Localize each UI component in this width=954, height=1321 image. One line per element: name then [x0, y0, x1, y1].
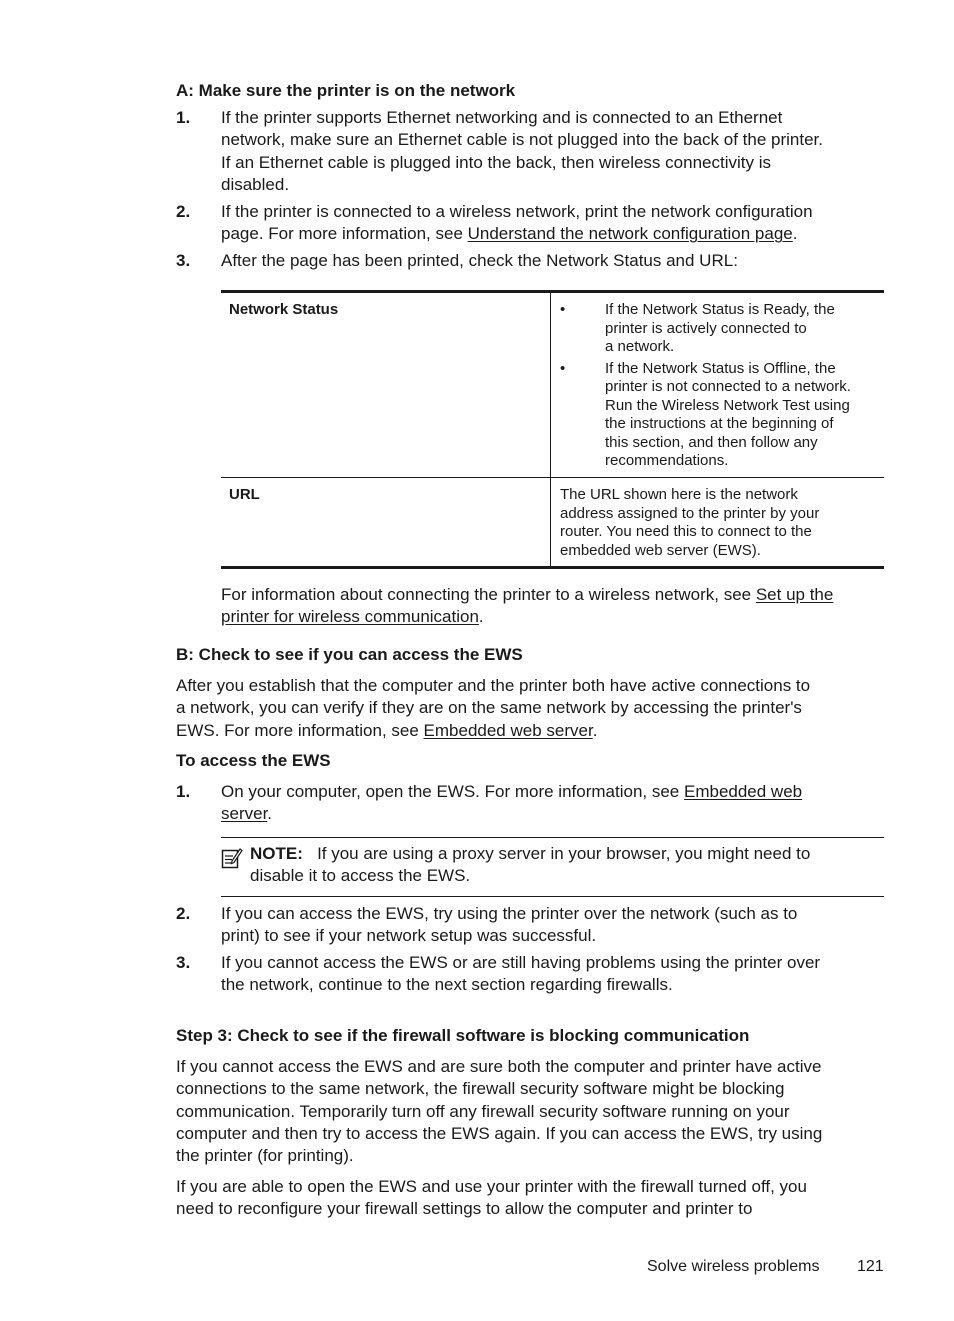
- step-1-line: disabled.: [221, 174, 290, 194]
- ews-step-2-text: [221, 903, 886, 948]
- section-b-line: After you establish that the computer and the printer both have active connections to: [176, 676, 811, 695]
- embedded-web-server-link[interactable]: Embedded web: [683, 782, 803, 801]
- ews-step-3-line: If you cannot access the EWS or are still having problems using the printer over: [221, 953, 821, 972]
- ews-step-3-line: the network, continue to the next section regarding firewalls.: [221, 975, 673, 995]
- note-icon: [221, 847, 243, 875]
- section-b-heading: B: Check to see if you can access the EWS: [176, 645, 523, 664]
- url-label: URL: [221, 478, 551, 566]
- bullet-icon: •: [560, 301, 566, 318]
- note-box: [221, 837, 884, 897]
- step-1-number: 1.: [176, 108, 191, 127]
- list-item: [560, 360, 876, 471]
- network-config-page-link[interactable]: Understand the network configuration page: [467, 224, 793, 244]
- bullet-line: this section, and then follow any: [605, 433, 818, 451]
- note-text: [250, 843, 880, 888]
- wireless-info-line: [221, 584, 886, 606]
- section-a-heading: A: Make sure the printer is on the network: [176, 81, 516, 100]
- firewall-line: need to reconfigure your firewall settings to allow the computer and printer to: [176, 1199, 753, 1219]
- network-status-label: Network Status: [221, 293, 551, 477]
- list-item: [560, 301, 876, 357]
- firewall-line: the printer (for printing).: [176, 1146, 354, 1166]
- step-2-text: [221, 201, 886, 246]
- step-3-text: After the page has been printed, check the Network Status and URL:: [221, 251, 738, 270]
- table-row: [221, 477, 884, 566]
- step-2-text-pre: page. For more information, see: [221, 224, 468, 244]
- url-description: [551, 478, 884, 566]
- step-3-number: 3.: [176, 251, 191, 270]
- network-status-table: [221, 290, 884, 569]
- step-1-line: If the printer supports Ethernet networking and is connected to an Ethernet: [221, 108, 783, 127]
- url-line: The URL shown here is the network: [560, 486, 798, 503]
- bullet-line: If the Network Status is Offline, the: [605, 359, 836, 377]
- wireless-info-text: For information about connecting the printer to a wireless network, see: [221, 585, 756, 604]
- wireless-setup-link[interactable]: Set up the: [755, 585, 834, 604]
- url-line: address assigned to the printer by your: [560, 504, 820, 522]
- ews-step-3-number: 3.: [176, 953, 191, 972]
- url-line: router. You need this to connect to the: [560, 523, 812, 540]
- firewall-line: connections to the same network, the firewall security software might be blocking: [176, 1079, 785, 1099]
- firewall-line: If you are able to open the EWS and use your printer with the firewall turned off, you: [176, 1177, 807, 1196]
- page-number: 121: [857, 1258, 884, 1275]
- table-row: [221, 293, 884, 477]
- footer-section-title: Solve wireless problems: [647, 1258, 820, 1275]
- ews-step-2-line: If you can access the EWS, try using the printer over the network (such as to: [221, 904, 798, 923]
- wireless-setup-link[interactable]: printer for wireless communication: [221, 607, 479, 627]
- bullet-line: Run the Wireless Network Test using: [605, 396, 850, 414]
- note-line: [250, 843, 880, 865]
- ews-step-3-text: [221, 952, 886, 997]
- wireless-info-line: [221, 606, 886, 628]
- embedded-web-server-link[interactable]: server: [221, 804, 268, 824]
- step-2-text-post: .: [792, 224, 798, 244]
- wireless-info-paragraph: [221, 584, 886, 629]
- firewall-line: computer and then try to access the EWS again. If you can access the EWS, try using: [176, 1123, 823, 1143]
- firewall-paragraph-2: [176, 1176, 886, 1221]
- bullet-line: printer is actively connected to: [605, 319, 807, 337]
- bullet-line: recommendations.: [605, 452, 729, 469]
- bullet-line: If the Network Status is Ready, the: [605, 301, 835, 318]
- step-1-text: [221, 107, 886, 196]
- bullet-icon: •: [560, 359, 566, 377]
- section-b-text: EWS. For more information, see: [176, 720, 424, 740]
- to-access-ews-heading: To access the EWS: [176, 751, 331, 770]
- url-line: embedded web server (EWS).: [560, 541, 761, 559]
- ews-step-1-post: .: [267, 804, 273, 824]
- firewall-paragraph-1: [176, 1056, 886, 1167]
- firewall-line: If you cannot access the EWS and are sure both the computer and printer have active: [176, 1057, 822, 1076]
- firewall-line: communication. Temporarily turn off any firewall security software running on your: [176, 1101, 790, 1121]
- note-line-text: If you are using a proxy server in your browser, you might need to: [317, 844, 811, 863]
- bullet-line: a network.: [605, 338, 675, 355]
- ews-step-1-text: [221, 781, 886, 826]
- wireless-info-post: .: [478, 607, 484, 627]
- section-b-line: a network, you can verify if they are on the same network by accessing the printer's: [176, 698, 802, 718]
- step-2-line: If the printer is connected to a wireless network, print the network configuration: [221, 202, 813, 221]
- ews-step-1-pre: On your computer, open the EWS. For more information, see: [221, 782, 684, 801]
- embedded-web-server-link[interactable]: Embedded web server: [423, 720, 593, 740]
- section-b-post: .: [592, 720, 598, 740]
- note-label: NOTE:: [250, 844, 303, 863]
- step-1-line: If an Ethernet cable is plugged into the back, then wireless connectivity is: [221, 152, 771, 172]
- section-b-paragraph: [176, 675, 886, 742]
- note-line: disable it to access the EWS.: [250, 866, 471, 886]
- section-b-line: [176, 720, 886, 742]
- ews-step-1-line: [221, 781, 886, 803]
- ews-step-1-number: 1.: [176, 782, 191, 801]
- network-status-description: [551, 293, 884, 477]
- ews-step-1-line: [221, 803, 886, 825]
- bullet-line: the instructions at the beginning of: [605, 415, 834, 432]
- ews-step-2-number: 2.: [176, 904, 191, 923]
- step-2-number: 2.: [176, 202, 191, 221]
- step-3-heading: Step 3: Check to see if the firewall software is blocking communication: [176, 1026, 750, 1045]
- step-2-line: [221, 223, 886, 245]
- bullet-line: printer is not connected to a network.: [605, 378, 851, 395]
- step-1-line: network, make sure an Ethernet cable is not plugged into the back of the printer.: [221, 130, 823, 150]
- ews-step-2-line: print) to see if your network setup was successful.: [221, 926, 597, 946]
